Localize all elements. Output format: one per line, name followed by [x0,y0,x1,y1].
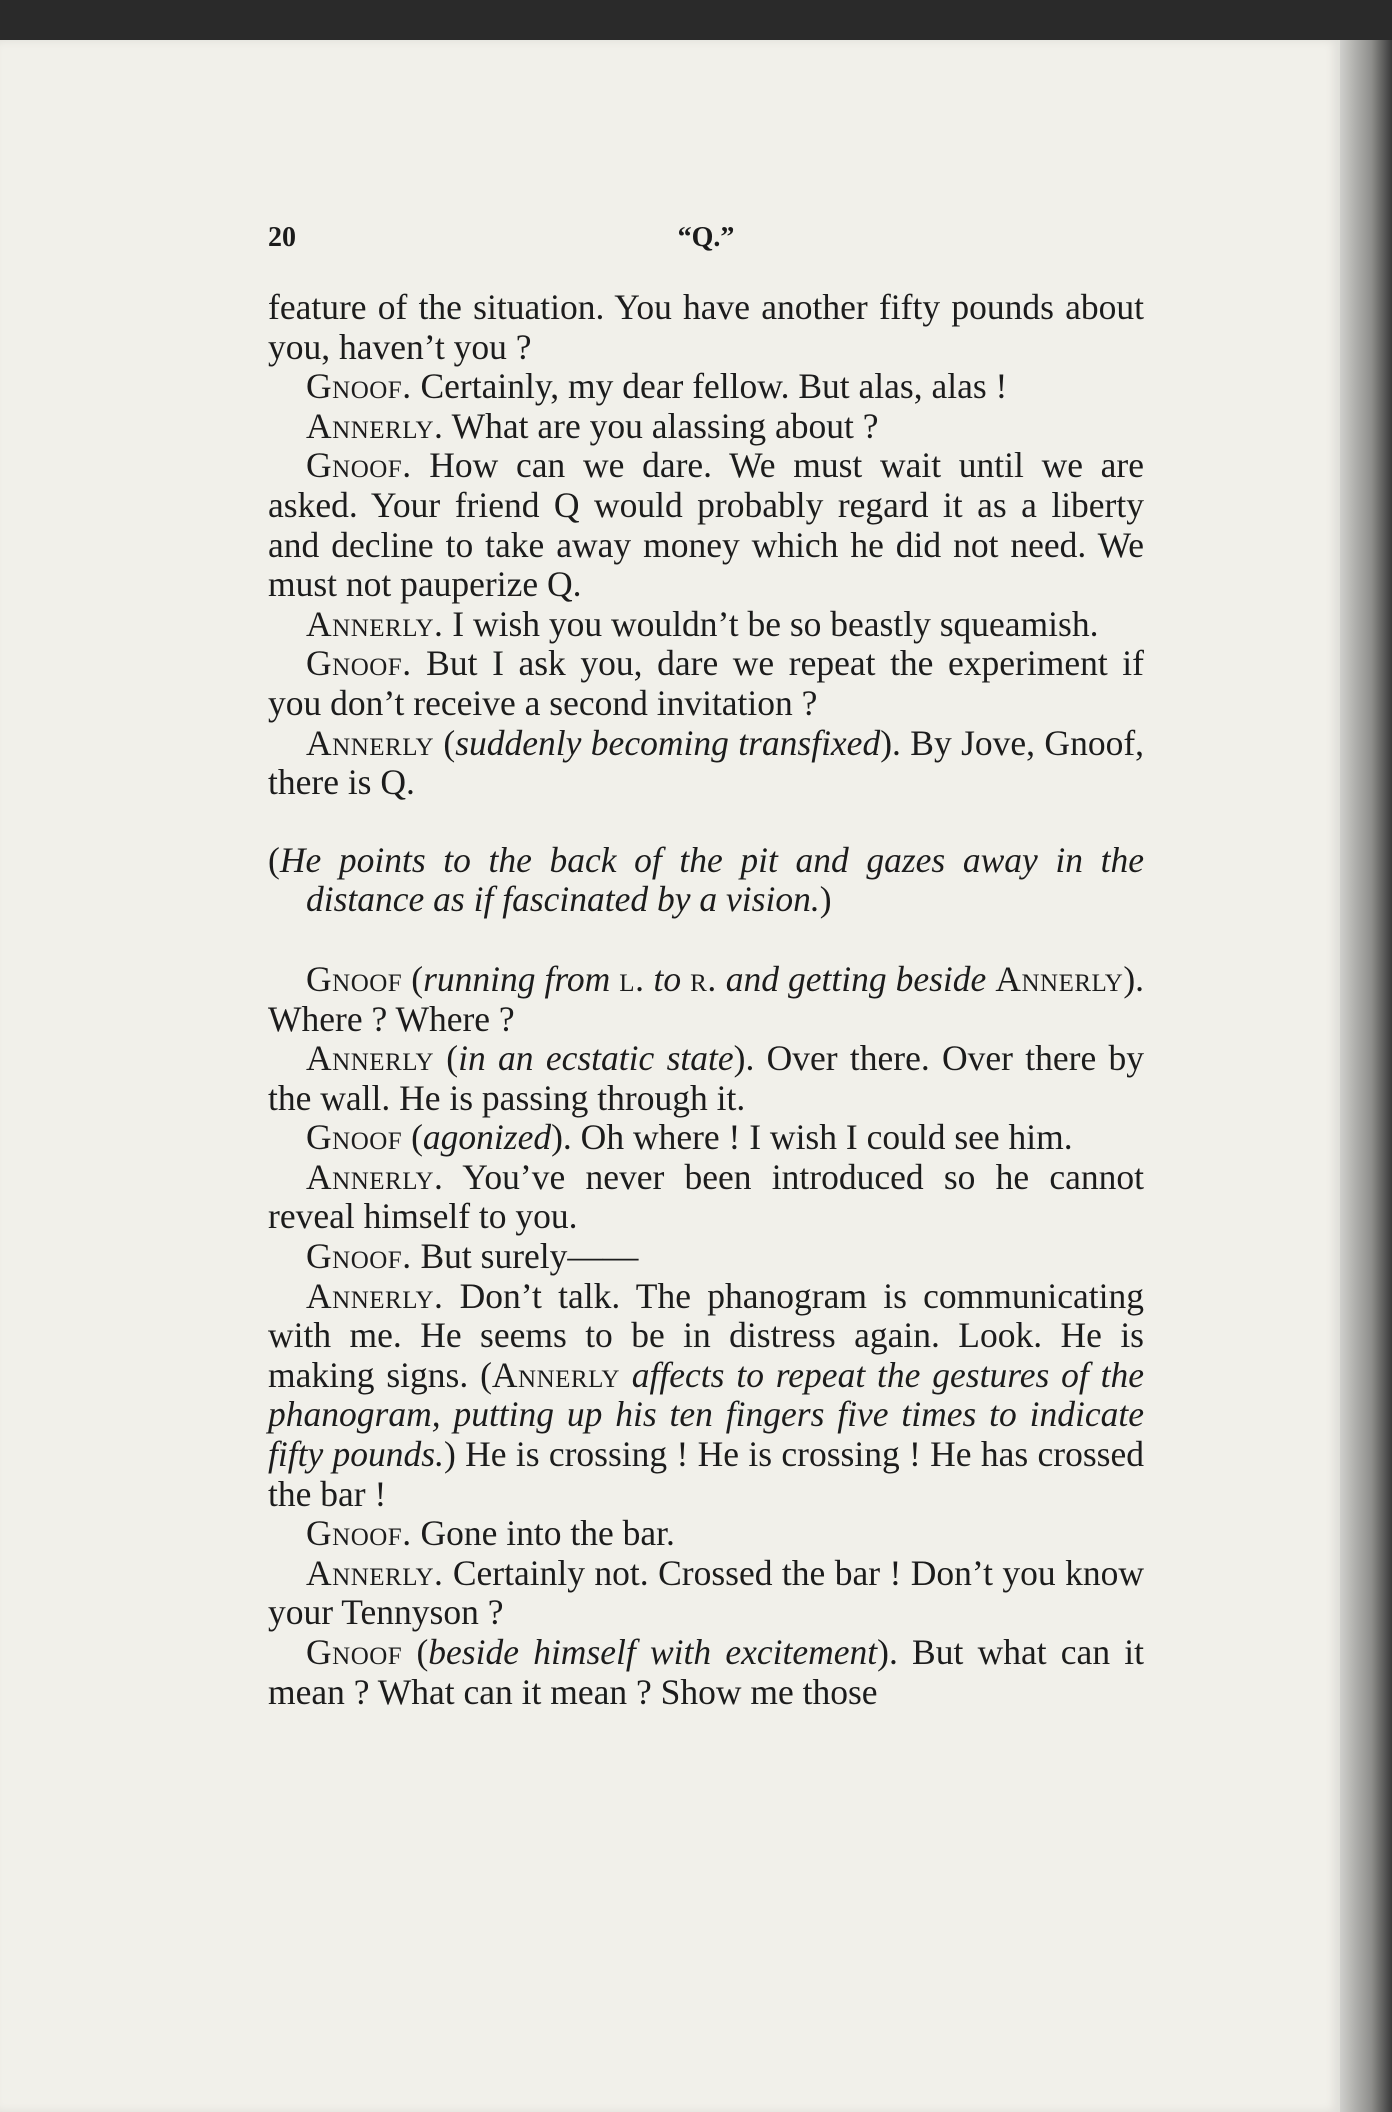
page-number: 20 [268,222,296,253]
page-body [268,288,1144,1712]
stage-aside: suddenly becoming transfixed [455,722,881,763]
speaker-name: Annerly. [306,603,444,644]
dialogue-text: I wish you wouldn’t be so beastly squeamish. [443,603,1099,644]
dialogue-line [268,960,1144,1039]
paren-open: ( [434,722,456,763]
dialogue-text: Gone into the bar. [411,1513,675,1554]
stage-direction-text: He points to the back of the pit and gazes away in the distance as if fascinated by a vision. [279,839,1144,920]
speaker-name: Gnoof. [306,445,412,486]
dialogue-text: Certainly not. Crossed the bar ! Don’t you know your Tennyson ? [268,1552,1144,1633]
paragraph-text: feature of the situation. You have another fifty pounds about you, haven’t you ? [268,287,1144,367]
paren-close: ) [819,879,832,920]
dialogue-line [268,1237,1144,1277]
stage-left-abbrev: l. [619,958,645,999]
speaker-name: Annerly [306,722,435,763]
speaker-name: Gnoof. [306,1236,412,1277]
dialogue-line [268,407,1144,447]
speaker-name: Annerly. [306,1552,444,1593]
speaker-name: Annerly [306,1038,435,1079]
speaker-name: Annerly. [306,1156,444,1197]
dialogue-line [268,605,1144,645]
stage-aside: running from [423,958,611,999]
paragraph [268,288,1144,367]
dialogue-text: ). But what can it mean ? What can it mean ? Show me those [268,1632,1145,1712]
dialogue-text: ). Where ? Where ? [268,958,1145,1039]
dialogue-line [268,446,1144,604]
speaker-name: Gnoof [306,958,403,999]
stage-aside: in an ecstatic state [458,1038,734,1079]
stage-aside: beside himself with excitement [428,1632,878,1672]
dialogue-text: ) He is crossing ! He is crossing ! He has crossed the bar ! [268,1434,1144,1514]
dialogue-line [268,1158,1144,1237]
dialogue-line [268,1514,1144,1554]
stage-aside: agonized [422,1117,552,1158]
dialogue-line [268,1039,1144,1118]
speaker-name: Gnoof [306,1117,403,1158]
speaker-name: Gnoof. [306,643,412,684]
page-header [268,222,1144,262]
dialogue-text: But I ask you, dare we repeat the experiment if you don’t receive a second invitation ? [268,643,1144,723]
paren-open: ( [268,839,280,880]
dialogue-text: But surely—— [411,1236,639,1277]
dialogue-line [268,367,1144,407]
speaker-name: Annerly [491,1354,620,1395]
paren-open: ( [434,1038,459,1079]
dialogue-text: You’ve never been introduced so he cannot reveal himself to you. [268,1156,1144,1237]
dialogue-line [268,1633,1144,1712]
stage-aside: to [653,958,682,999]
dialogue-line [268,724,1144,803]
dialogue-text: Certainly, my dear fellow. But alas, alas ! [411,366,1008,407]
dialogue-line [268,1554,1144,1633]
speaker-name: Annerly. [306,405,444,446]
running-title: “Q.” [677,222,735,253]
speaker-name: Gnoof. [306,1513,412,1554]
dialogue-text: What are you alassing about ? [443,405,879,446]
speaker-name: Annerly [995,958,1124,999]
stage-aside: affects to repeat the gestures of the phanogram, putting up his ten fingers five times to indicate fifty pounds. [268,1354,1144,1475]
paren-open: ( [402,1632,429,1672]
stage-right-abbrev: r. [690,958,717,999]
paren-open: ( [402,1117,423,1158]
dialogue-text: ). Oh where ! I wish I could see him. [551,1117,1073,1158]
speaker-name: Annerly. [306,1275,444,1316]
speaker-name: Gnoof. [306,366,412,407]
dialogue-line [268,1118,1144,1158]
page-edge-shadow [1340,40,1392,2112]
stage-aside: and getting beside [725,958,987,999]
stage-direction [268,841,1144,920]
dialogue-text: Don’t talk. The phanogram is communicating with me. He seems to be in distress again. Look. He is making signs. ( [268,1275,1144,1395]
dialogue-text: ). Over there. Over there by the wall. He is passing through it. [268,1038,1144,1118]
dialogue-text: ). By Jove, Gnoof, there is Q. [268,722,1145,803]
dialogue-text: How can we dare. We must wait until we are asked. Your friend Q would probably regard it as a liberty and decline to take away money which he did not need. We must not pauperize Q. [268,445,1144,605]
speaker-name: Gnoof [306,1632,403,1672]
dialogue-line [268,1277,1144,1515]
paren-open: ( [402,958,424,999]
dialogue-line [268,644,1144,723]
